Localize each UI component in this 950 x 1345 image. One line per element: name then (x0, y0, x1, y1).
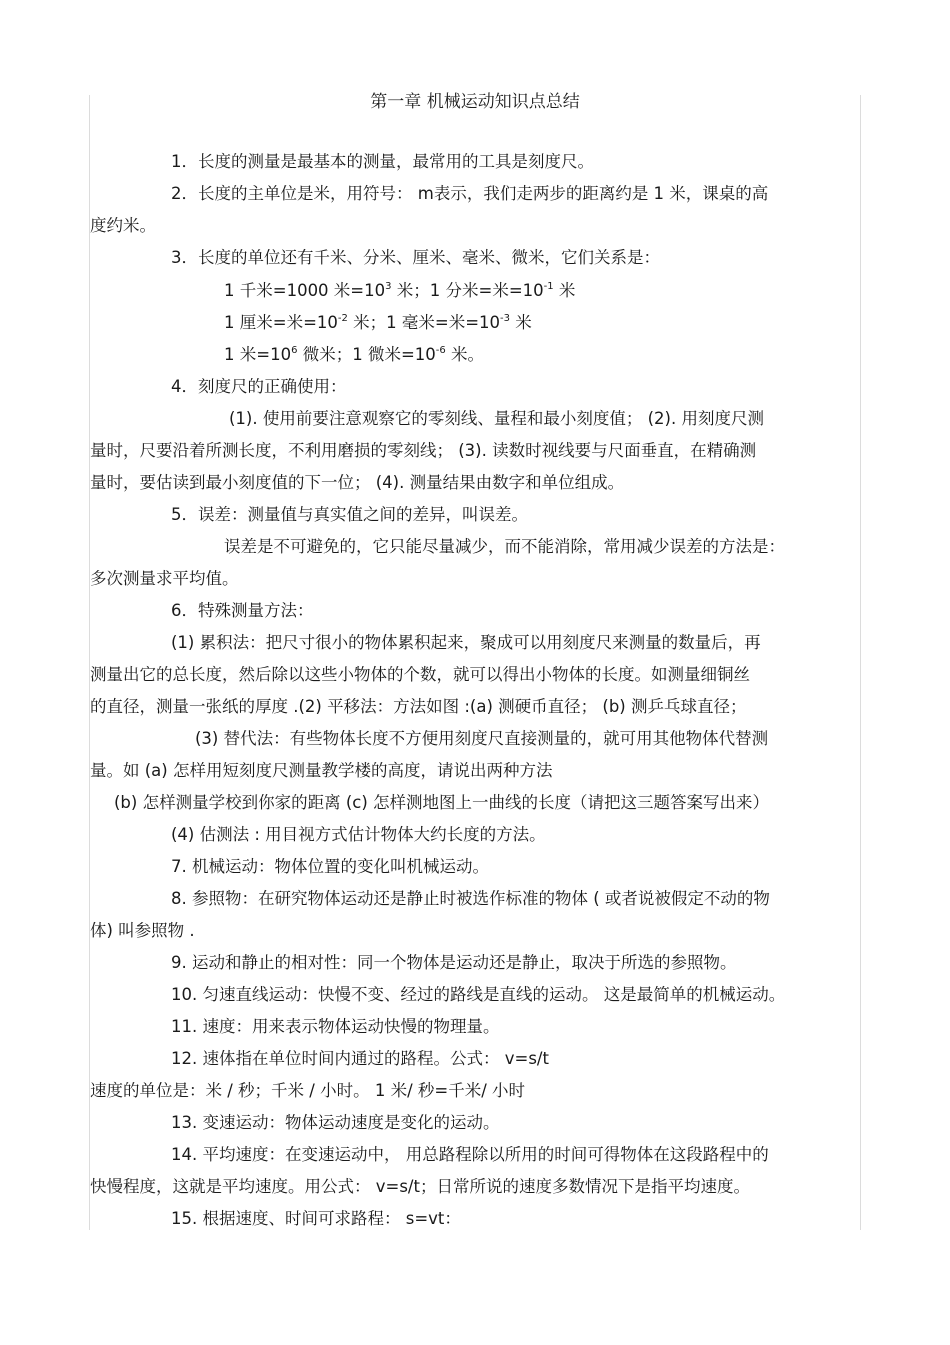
item-10: 10. 匀速直线运动：快慢不变、经过的路线是直线的运动。 这是最简单的机械运动。 (171, 985, 786, 1004)
item-6-line-7: (4) 估测法 : 用目视方式估计物体大约长度的方法。 (171, 825, 546, 844)
item-4-line-2: 量时，尺要沿着所测长度，不利用磨损的零刻线； (3). 读数时视线要与尺面垂直，在精确测 (90, 441, 757, 460)
item-14-line-1: 14. 平均速度：在变速运动中， 用总路程除以所用的时间可得物体在这段路程中的 (171, 1145, 769, 1164)
item-1: 1．长度的测量是最基本的测量，最常用的工具是刻度尺。 (171, 152, 594, 171)
item-13: 13. 变速运动：物体运动速度是变化的运动。 (171, 1113, 500, 1132)
item-9: 9. 运动和静止的相对性：同一个物体是运动还是静止，取决于所选的参照物。 (171, 953, 737, 972)
item-3: 3．长度的单位还有千米、分米、厘米、毫米、微米，它们关系是： (171, 248, 660, 267)
item-6-line-4: (3) 替代法：有些物体长度不方便用刻度尺直接测量的，就可用其他物体代替测 (195, 729, 769, 748)
item-6-line-1: (1) 累积法：把尺寸很小的物体累积起来，聚成可以用刻度尺来测量的数量后，再 (171, 633, 761, 652)
item-11: 11. 速度：用来表示物体运动快慢的物理量。 (171, 1017, 500, 1036)
item-5-line-1: 误差是不可避免的，它只能尽量减少，而不能消除，常用减少误差的方法是： (224, 537, 785, 556)
item-6: 6．特殊测量方法： (171, 601, 314, 620)
unit-relation-3: 1 米$=10^6$ 微米；1 微米$=10^{-6}$ 米。 (224, 345, 484, 364)
item-5-line-2: 多次测量求平均值。 (90, 569, 239, 588)
item-2-line-1: 2．长度的主单位是米，用符号： m表示，我们走两步的距离约是 1 米，课桌的高 (171, 184, 769, 203)
item-5: 5．误差：测量值与真实值之间的差异，叫误差。 (171, 505, 528, 524)
item-12: 12. 速体指在单位时间内通过的路程。公式： v=s/t (171, 1049, 549, 1068)
item-7: 7. 机械运动：物体位置的变化叫机械运动。 (171, 857, 489, 876)
item-4-line-3: 量时，要估读到最小刻度值的下一位； (4). 测量结果由数字和单位组成。 (90, 473, 625, 492)
page-title: 第一章 机械运动知识点总结 (370, 92, 580, 112)
left-margin-rule (89, 95, 90, 1230)
right-margin-rule (860, 95, 861, 1230)
item-6-line-5: 量。如 (a) 怎样用短刻度尺测量教学楼的高度，请说出两种方法 (90, 761, 553, 780)
item-15: 15. 根据速度、时间可求路程： s=vt： (171, 1209, 461, 1228)
item-8-line-2: 体) 叫参照物 . (90, 921, 195, 940)
unit-relation-2: 1 厘米=米$=10^{-2}$ 米；1 毫米=米$=10^{-3}$ 米 (224, 313, 532, 332)
item-8-line-1: 8. 参照物：在研究物体运动还是静止时被选作标准的物体 ( 或者说被假定不动的物 (171, 889, 770, 908)
item-6-line-6: (b) 怎样测量学校到你家的距离 (c) 怎样测地图上一曲线的长度（请把这三题答案写出来） (114, 793, 770, 812)
item-2-line-2: 度约米。 (90, 216, 156, 235)
item-4-line-1: (1). 使用前要注意观察它的零刻线、量程和最小刻度值； (2). 用刻度尺测 (229, 409, 764, 428)
item-12-line-2: 速度的单位是：米 / 秒；千米 / 小时。 1 米/ 秒=千米/ 小时 (90, 1081, 526, 1100)
item-6-line-2: 测量出它的总长度，然后除以这些小物体的个数，就可以得出小物体的长度。如测量细铜丝 (90, 665, 750, 684)
unit-relation-1: 1 千米=1000 米$=10^3$ 米；1 分米=米$=10^{-1}$ 米 (224, 281, 576, 300)
item-4: 4．刻度尺的正确使用： (171, 377, 347, 396)
item-6-line-3: 的直径，测量一张纸的厚度 .(2) 平移法：方法如图 :(a) 测硬币直径； (b) 测乒乓球直径； (90, 697, 747, 716)
item-14-line-2: 快慢程度，这就是平均速度。用公式： v=s/t；日常所说的速度多数情况下是指平均速度。 (90, 1177, 750, 1196)
